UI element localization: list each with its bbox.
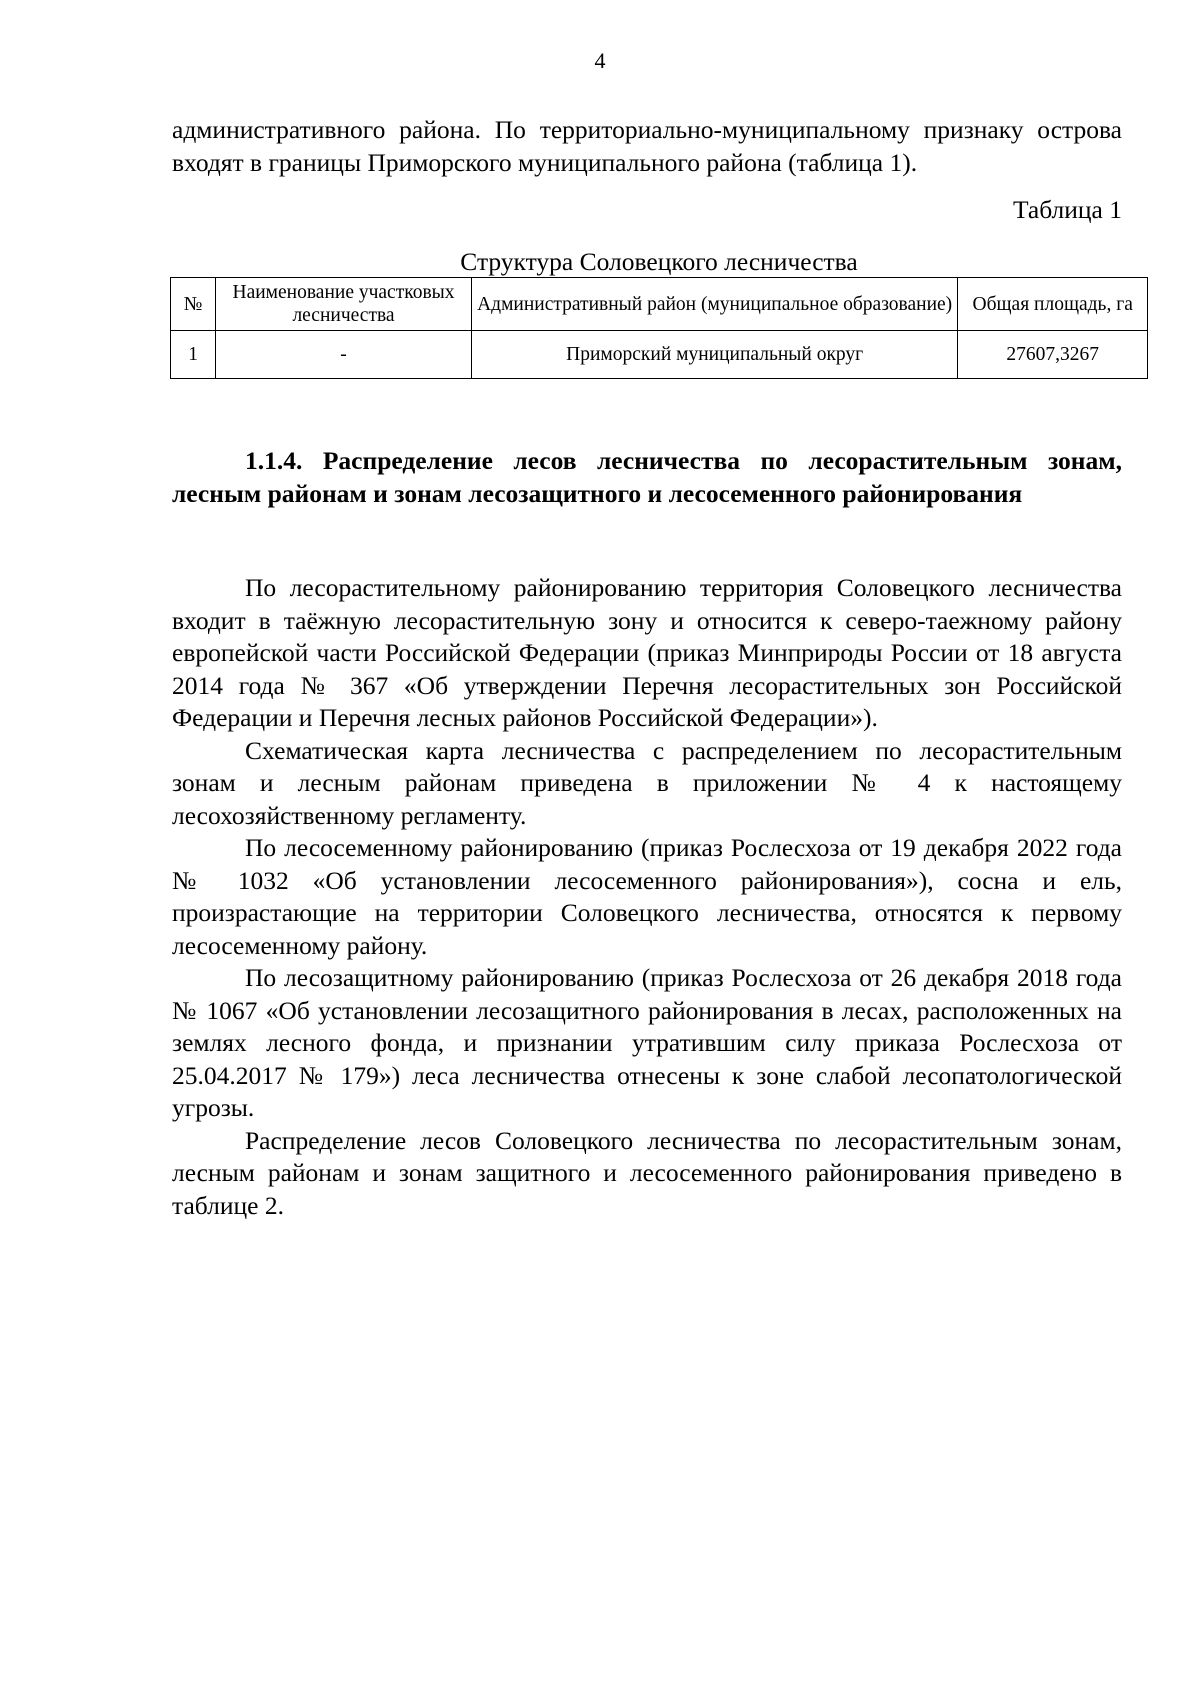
table-cell: 27607,3267 — [958, 331, 1148, 379]
body-paragraph: По лесосеменному районированию (приказ Рослесхоза от 19 декабря 2022 года № 1032 «Об установлении лесосеменного районирования»), сосна и ель, произрастающие на территории Соловецкого лесничества, относятся к первому лесосеменному району. — [172, 833, 1122, 960]
table-title: Структура Соловецкого лесничества — [460, 247, 858, 276]
table-header-cell: Наименование участковых лесничества — [216, 278, 472, 331]
table-label: Таблица 1 — [1012, 195, 1122, 224]
page-number: 4 — [594, 48, 606, 73]
section-heading: 1.1.4. Распределение лесов лесничества по лесорастительным зонам, лесным районам и зонам лесозащитного и лесосеменного районирования — [172, 446, 1122, 508]
table-cell: - — [216, 331, 472, 379]
table-header-row — [171, 278, 1148, 331]
body-paragraph: Схематическая карта лесничества с распределением по лесорастительным зонам и лесным районам приведена в приложении № 4 к настоящему лесохозяйственному регламенту. — [172, 735, 1122, 830]
table-cell: Приморский муниципальный округ — [471, 331, 957, 379]
structure-table — [170, 277, 1148, 379]
page-content — [172, 114, 1133, 1222]
intro-paragraph: административного района. По территориально-муниципальному признаку острова входят в границы Приморского муниципального района (таблица 1). — [172, 115, 1122, 177]
table-header-cell: Административный район (муниципальное образование) — [471, 278, 957, 331]
table-cell: 1 — [171, 331, 216, 379]
body-paragraph: По лесозащитному районированию (приказ Рослесхоза от 26 декабря 2018 года № 1067 «Об установлении лесозащитного районирования в лесах, расположенных на землях лесного фонда, и признании утратившим силу приказа Рослесхоза от 25.04.2017 № 179») леса лесничества отнесены к зоне слабой лесопатологической угрозы. — [172, 963, 1122, 1122]
body-paragraph: Распределение лесов Соловецкого лесничества по лесорастительным зонам, лесным районам и зонам защитного и лесосеменного районирования приведено в таблице 2. — [172, 1125, 1122, 1220]
section-body — [172, 572, 1122, 1222]
body-paragraph: По лесорастительному районированию территория Соловецкого лесничества входит в таёжную лесорастительную зону и относится к северо-таежному району европейской части Российской Федерации (приказ Минприроды России от 18 августа 2014 года № 367 «Об утверждении Перечня лесорастительных зон Российской Федерации и Перечня лесных районов Российской Федерации»). — [172, 573, 1122, 732]
table-header-cell: № — [171, 278, 216, 331]
table-header-cell: Общая площадь, га — [958, 278, 1148, 331]
table-row — [171, 331, 1148, 379]
